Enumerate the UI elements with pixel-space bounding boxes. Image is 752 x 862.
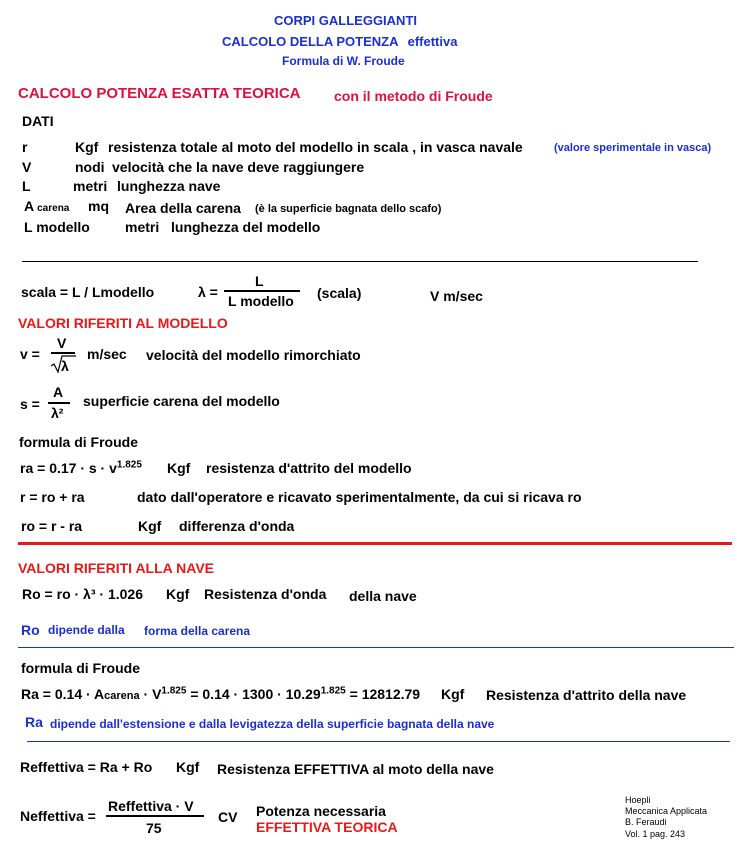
N-unit: CV [218, 809, 238, 825]
lambda-note: (scala) [317, 285, 362, 301]
Ra-dep-sym: Ra [25, 714, 43, 730]
Ra-eq-c: = 0.14 · 1300 · 10.29 [186, 686, 321, 702]
Ra-eq-d: = 12812.79 [345, 686, 421, 702]
dati-sym-lmodello: L modello [24, 219, 90, 235]
Ro-eq: Ro = ro · λ³ · 1.026 [22, 586, 143, 602]
v-unit: m/sec [87, 346, 127, 362]
r-desc: dato dall'operatore e ricavato sperimentalmente, da cui si ricava ro [137, 489, 582, 505]
dati-note-r: (valore sperimentale in vasca) [554, 142, 712, 154]
Ro-dep-text2: forma della carena [144, 624, 251, 638]
modello-froude-label: formula di Froude [19, 434, 138, 450]
R-eq: Reffettiva = Ra + Ro [20, 759, 153, 775]
N-desc2: EFFETTIVA TEORICA [256, 819, 398, 835]
Ra-eq-b: · V [139, 686, 162, 702]
Ra-dep-text: dipende dall'estensione e dalla levigatezza della superficie bagnata della nave [50, 717, 495, 731]
v-unit-msec: V m/sec [430, 288, 483, 304]
Ro-dep-text: dipende dalla [48, 623, 125, 637]
dati-desc-a: Area della carena [125, 200, 241, 216]
N-lhs: Neffettiva = [20, 808, 96, 824]
section-title-calcolo-potenza: CALCOLO POTENZA ESATTA TEORICA [18, 85, 301, 102]
credits-line2: Meccanica Applicata [625, 806, 708, 816]
title-calcolo-potenza [222, 34, 457, 50]
s-desc: superficie carena del modello [83, 393, 280, 409]
ra-desc: resistenza d'attrito del modello [206, 460, 412, 476]
s-lhs: s = [20, 396, 40, 412]
R-unit: Kgf [176, 759, 200, 775]
R-desc: Resistenza EFFETTIVA al moto della nave [217, 761, 494, 777]
credits-line3: B. Feraudi [625, 817, 667, 827]
N-num: Reffettiva · V [108, 798, 194, 814]
title-effettiva-text: effettiva [407, 34, 458, 49]
ra-eq-text: ra = 0.17 · s · v [20, 460, 117, 476]
s-den: λ² [51, 405, 64, 421]
v-fraction-line [51, 352, 75, 354]
credits-line4: Vol. 1 pag. 243 [625, 829, 686, 839]
dati-sym-a-sub: carena [37, 203, 70, 214]
Ro-desc: Resistenza d'onda [204, 586, 327, 602]
lambda-num: L [255, 273, 264, 289]
modello-title: VALORI RIFERITI AL MODELLO [18, 315, 228, 331]
ro-desc: differenza d'onda [179, 518, 295, 534]
nave-title: VALORI RIFERITI ALLA NAVE [18, 560, 214, 576]
dati-sym-l: L [22, 178, 31, 194]
ra-exp: 1.825 [116, 459, 142, 471]
dati-desc-v: velocità che la nave deve raggiungere [112, 159, 365, 175]
N-den: 75 [146, 820, 162, 836]
dati-unit-v: nodi [75, 159, 105, 175]
ro-eq: ro = r - ra [21, 518, 83, 534]
dati-label: DATI [22, 113, 54, 129]
v-lhs: v = [20, 346, 40, 362]
dati-unit-lmodello: metri [125, 219, 160, 235]
Ra-desc: Resistenza d'attrito della nave [486, 687, 687, 703]
ra-unit: Kgf [167, 460, 191, 476]
N-fraction-line [106, 815, 204, 817]
lambda-den: L modello [228, 293, 294, 309]
nave-froude-label: formula di Froude [21, 660, 140, 676]
dati-desc-r: resistenza totale al moto del modello in scala , in vasca navale [108, 139, 523, 155]
dati-desc-lmodello: lunghezza del modello [171, 219, 321, 235]
scala-eq: scala = L / Lmodello [21, 284, 155, 300]
r-eq: r = ro + ra [20, 489, 85, 505]
Ro-unit: Kgf [166, 586, 190, 602]
v-den: λ [61, 358, 69, 374]
v-num: V [57, 335, 67, 351]
s-num: A [53, 384, 64, 400]
Ra-unit: Kgf [441, 686, 465, 702]
title-corpi-galleggianti: CORPI GALLEGGIANTI [274, 13, 417, 28]
Ro-desc2: della nave [349, 588, 417, 604]
dati-desc-l: lunghezza nave [117, 178, 221, 194]
divider-1 [22, 261, 698, 262]
dati-sym-v: V [22, 159, 32, 175]
Ra-exp1: 1.825 [161, 685, 187, 697]
ra-eq [20, 460, 142, 476]
lambda-fraction-line [224, 290, 300, 292]
dati-unit-a: mq [88, 198, 109, 214]
Ra-eq [21, 686, 420, 704]
Ra-eq-a: Ra = 0.14 · A [21, 686, 105, 702]
dati-sym-r: r [22, 139, 28, 155]
ro-unit: Kgf [138, 518, 162, 534]
dati-unit-r: Kgf [75, 139, 99, 155]
Ra-exp2: 1.825 [320, 685, 346, 697]
divider-blue-1 [18, 647, 734, 648]
dati-unit-l: metri [73, 178, 108, 194]
dati-sym-a [24, 198, 69, 217]
N-desc1: Potenza necessaria [256, 803, 386, 819]
credits-line1: Hoepli [625, 795, 651, 805]
Ro-dep-sym: Ro [21, 622, 40, 638]
title-formula-froude: Formula di W. Froude [282, 54, 405, 68]
Ra-eq-sub: carena [104, 690, 140, 702]
section-subtitle-metodo-froude: con il metodo di Froude [334, 88, 493, 104]
v-desc: velocità del modello rimorchiato [146, 347, 361, 363]
dati-sym-a-main: A [24, 198, 35, 214]
lambda-lhs: λ = [198, 284, 218, 300]
divider-blue-2 [27, 741, 730, 742]
title-calcolo-text: CALCOLO DELLA POTENZA [222, 34, 398, 49]
s-fraction-line [48, 402, 70, 404]
divider-red [18, 542, 732, 545]
dati-note-a: (è la superficie bagnata dello scafo) [255, 203, 442, 215]
